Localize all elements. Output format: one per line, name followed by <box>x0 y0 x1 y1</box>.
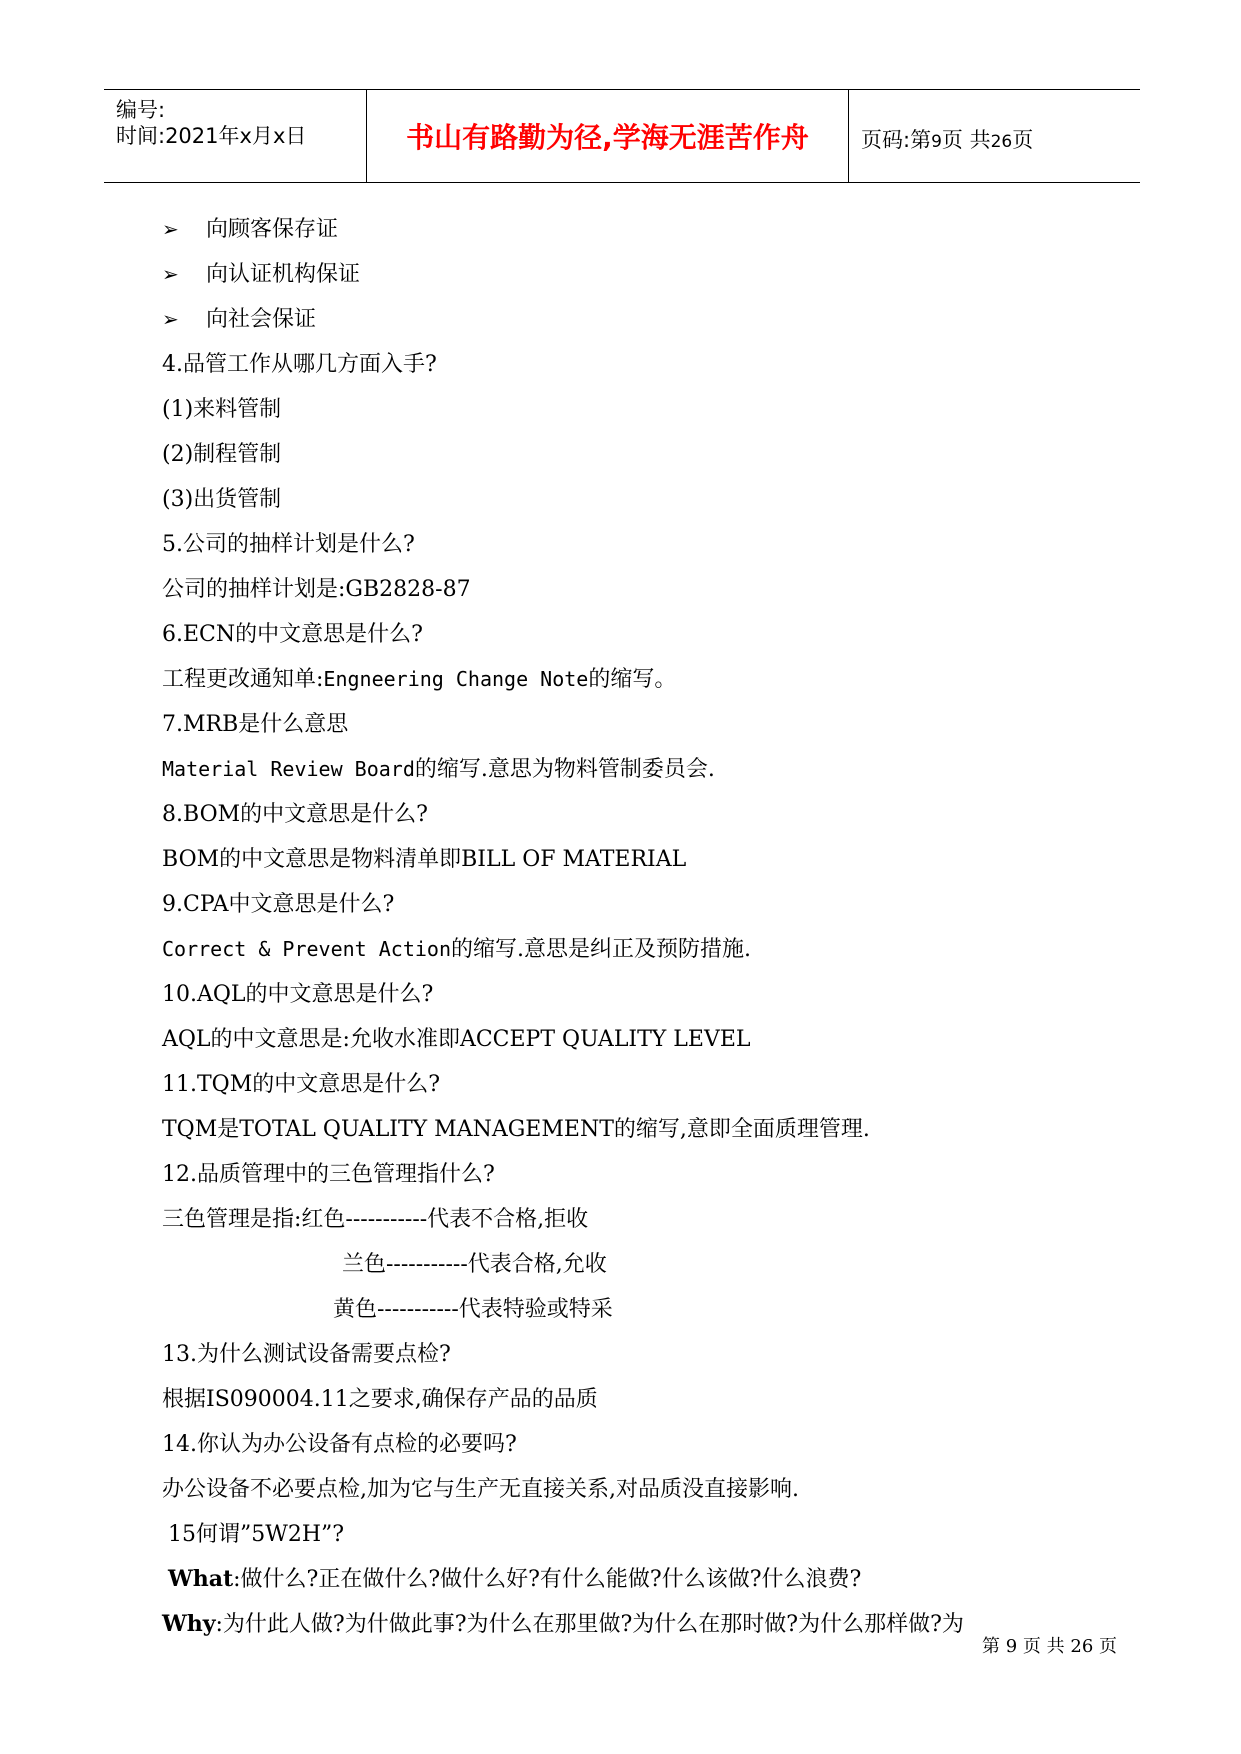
question-6: 6.ECN的中文意思是什么? <box>162 622 423 647</box>
question-14: 14.你认为办公设备有点检的必要吗? <box>162 1432 517 1457</box>
what-text: :做什么?正在做什么?做什么好?有什么能做?什么该做?什么浪费? <box>233 1567 862 1592</box>
answer-12-yellow: 黄色-----------代表特验或特采 <box>333 1297 613 1322</box>
what-label: What <box>168 1566 234 1592</box>
doc-number-label: 编号: <box>116 98 166 122</box>
answer-5: 公司的抽样计划是:GB2828-87 <box>162 577 471 602</box>
answer-4-item-2: (2)制程管制 <box>162 442 282 467</box>
answer-4-item-3: (3)出货管制 <box>162 487 282 512</box>
bullet-item <box>162 207 1142 252</box>
page-mid: 页 共 <box>941 128 991 152</box>
answer-15-what <box>162 1557 1142 1602</box>
bullet-item <box>162 252 1142 297</box>
answer-12-blue: 兰色-----------代表合格,允收 <box>342 1252 607 1277</box>
question-7: 7.MRB是什么意思 <box>162 712 349 737</box>
question-11: 11.TQM的中文意思是什么? <box>162 1072 441 1097</box>
bullet-text: 向认证机构保证 <box>206 262 361 287</box>
answer-11: TQM是TOTAL QUALITY MANAGEMENT的缩写,意即全面质理管理. <box>162 1117 870 1142</box>
question-9: 9.CPA中文意思是什么? <box>162 892 395 917</box>
question-10: 10.AQL的中文意思是什么? <box>162 982 434 1007</box>
header-page-info <box>861 124 1033 154</box>
question-15: 15何谓”5W2H”? <box>168 1522 345 1547</box>
answer-6-prefix: 工程更改通知单: <box>162 667 324 692</box>
answer-9-english: Correct & Prevent Action <box>162 937 451 961</box>
page-number: 9 <box>931 132 942 152</box>
answer-6-suffix: 的缩写。 <box>588 667 677 692</box>
answer-7-suffix: 的缩写.意思为物料管制委员会. <box>414 757 715 782</box>
document-body <box>162 207 1142 1647</box>
answer-12-red: 三色管理是指:红色-----------代表不合格,拒收 <box>162 1207 589 1232</box>
why-text: :为什此人做?为什做此事?为什么在那里做?为什么在那时做?为什么那样做?为 <box>215 1612 964 1637</box>
answer-13: 根据IS090004.11之要求,确保存产品的品质 <box>162 1387 598 1412</box>
page-prefix: 页码:第 <box>861 128 932 152</box>
bullet-text: 向社会保证 <box>206 307 317 332</box>
answer-7-english: Material Review Board <box>162 757 415 781</box>
page-footer: 第 9 页 共 26 页 <box>982 1636 1117 1657</box>
header-right-cell <box>849 90 1140 182</box>
question-12: 12.品质管理中的三色管理指什么? <box>162 1162 495 1187</box>
answer-7 <box>162 747 1142 792</box>
question-13: 13.为什么测试设备需要点检? <box>162 1342 451 1367</box>
answer-6 <box>162 657 1142 702</box>
bullet-item <box>162 297 1142 342</box>
answer-4-item-1: (1)来料管制 <box>162 397 282 422</box>
why-label: Why <box>162 1611 216 1637</box>
answer-10: AQL的中文意思是:允收水准即ACCEPT QUALITY LEVEL <box>162 1027 751 1052</box>
answer-14: 办公设备不必要点检,加为它与生产无直接关系,对品质没直接影响. <box>162 1477 799 1502</box>
header-motto: 书山有路勤为径,学海无涯苦作舟 <box>406 121 809 154</box>
question-8: 8.BOM的中文意思是什么? <box>162 802 428 827</box>
bullet-text: 向顾客保存证 <box>206 217 339 242</box>
arrow-bullet-icon: ➢ <box>162 307 179 331</box>
page-suffix: 页 <box>1012 128 1034 152</box>
page-total: 26 <box>990 132 1013 152</box>
answer-8: BOM的中文意思是物料清单即BILL OF MATERIAL <box>162 847 687 872</box>
question-5: 5.公司的抽样计划是什么? <box>162 532 415 557</box>
arrow-bullet-icon: ➢ <box>162 262 179 286</box>
doc-time-label: 时间:2021年x月x日 <box>116 124 307 148</box>
answer-6-english: Engneering Change Note <box>323 667 589 691</box>
header-left-cell <box>104 90 367 182</box>
header-middle-cell <box>367 90 849 182</box>
question-4: 4.品管工作从哪几方面入手? <box>162 352 437 377</box>
arrow-bullet-icon: ➢ <box>162 217 179 241</box>
answer-9 <box>162 927 1142 972</box>
answer-9-suffix: 的缩写.意思是纠正及预防措施. <box>450 937 751 962</box>
page-header <box>104 89 1140 183</box>
